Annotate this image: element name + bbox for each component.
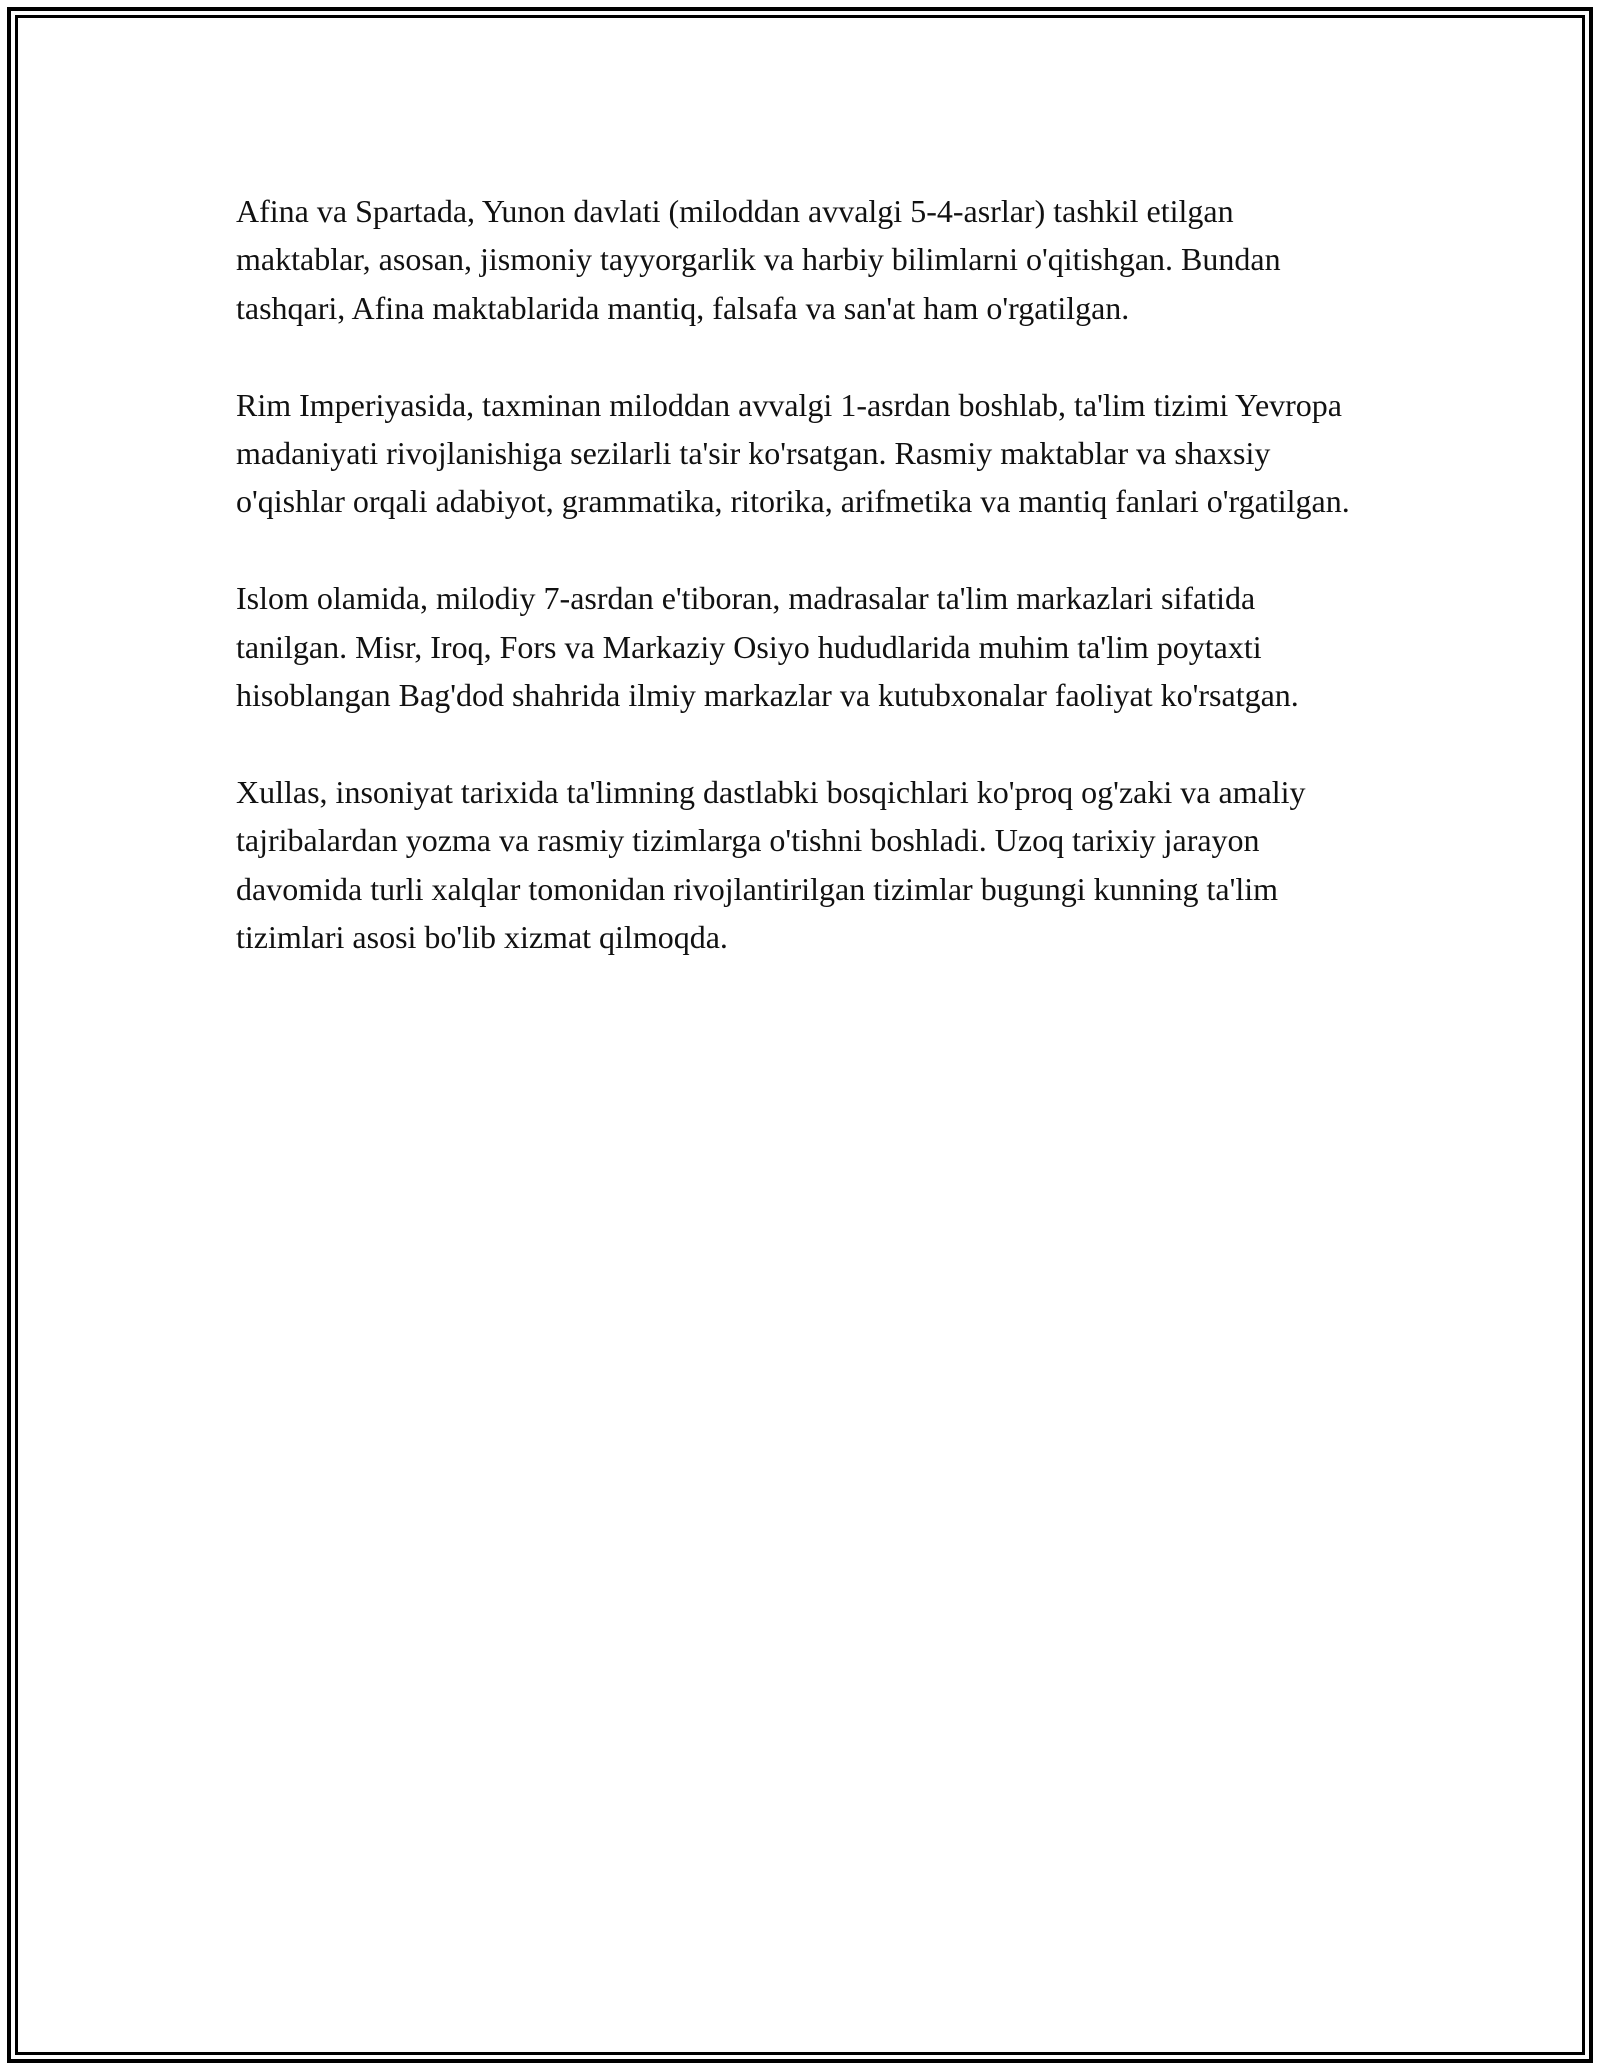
document-body [236,187,1366,1010]
paragraph-islamic-world: Islom olamida, milodiy 7-asrdan e'tiboran, madrasalar ta'lim markazlari sifatida tanilgan. Misr, Iroq, Fors va Markaziy Osiyo hududlarida muhim ta'lim poytaxti hisoblangan Bag'dod shahrida ilmiy markazlar va kutubxonalar faoliyat ko'rsatgan. [236,580,1299,714]
paragraph-athens-sparta: Afina va Spartada, Yunon davlati (miloddan avvalgi 5-4-asrlar) tashkil etilgan maktablar, asosan, jismoniy tayyorgarlik va harbiy bilimlarni o'qitishgan. Bundan tashqari, Afina maktablarida mantiq, falsafa va san'at ham o'rgatilgan. [236,193,1281,326]
paragraph-roman-empire: Rim Imperiyasida, taxminan miloddan avvalgi 1-asrdan boshlab, ta'lim tizimi Yevropa madaniyati rivojlanishiga sezilarli ta'sir ko'rsatgan. Rasmiy maktablar va shaxsiy o'qishlar orqali adabiyot, grammatika, ritorika, arifmetika va mantiq fanlari o'rgatilgan. [236,386,1350,520]
paragraph-conclusion: Xullas, insoniyat tarixida ta'limning dastlabki bosqichlari ko'proq og'zaki va amaliy tajribalardan yozma va rasmiy tizimlarga o'tishni boshladi. Uzoq tarixiy jarayon davomida turli xalqlar tomonidan rivojlantirilgan tizimlar bugungi kunning ta'lim tizimlari asosi bo'lib xizmat qilmoqda. [236,773,1306,956]
